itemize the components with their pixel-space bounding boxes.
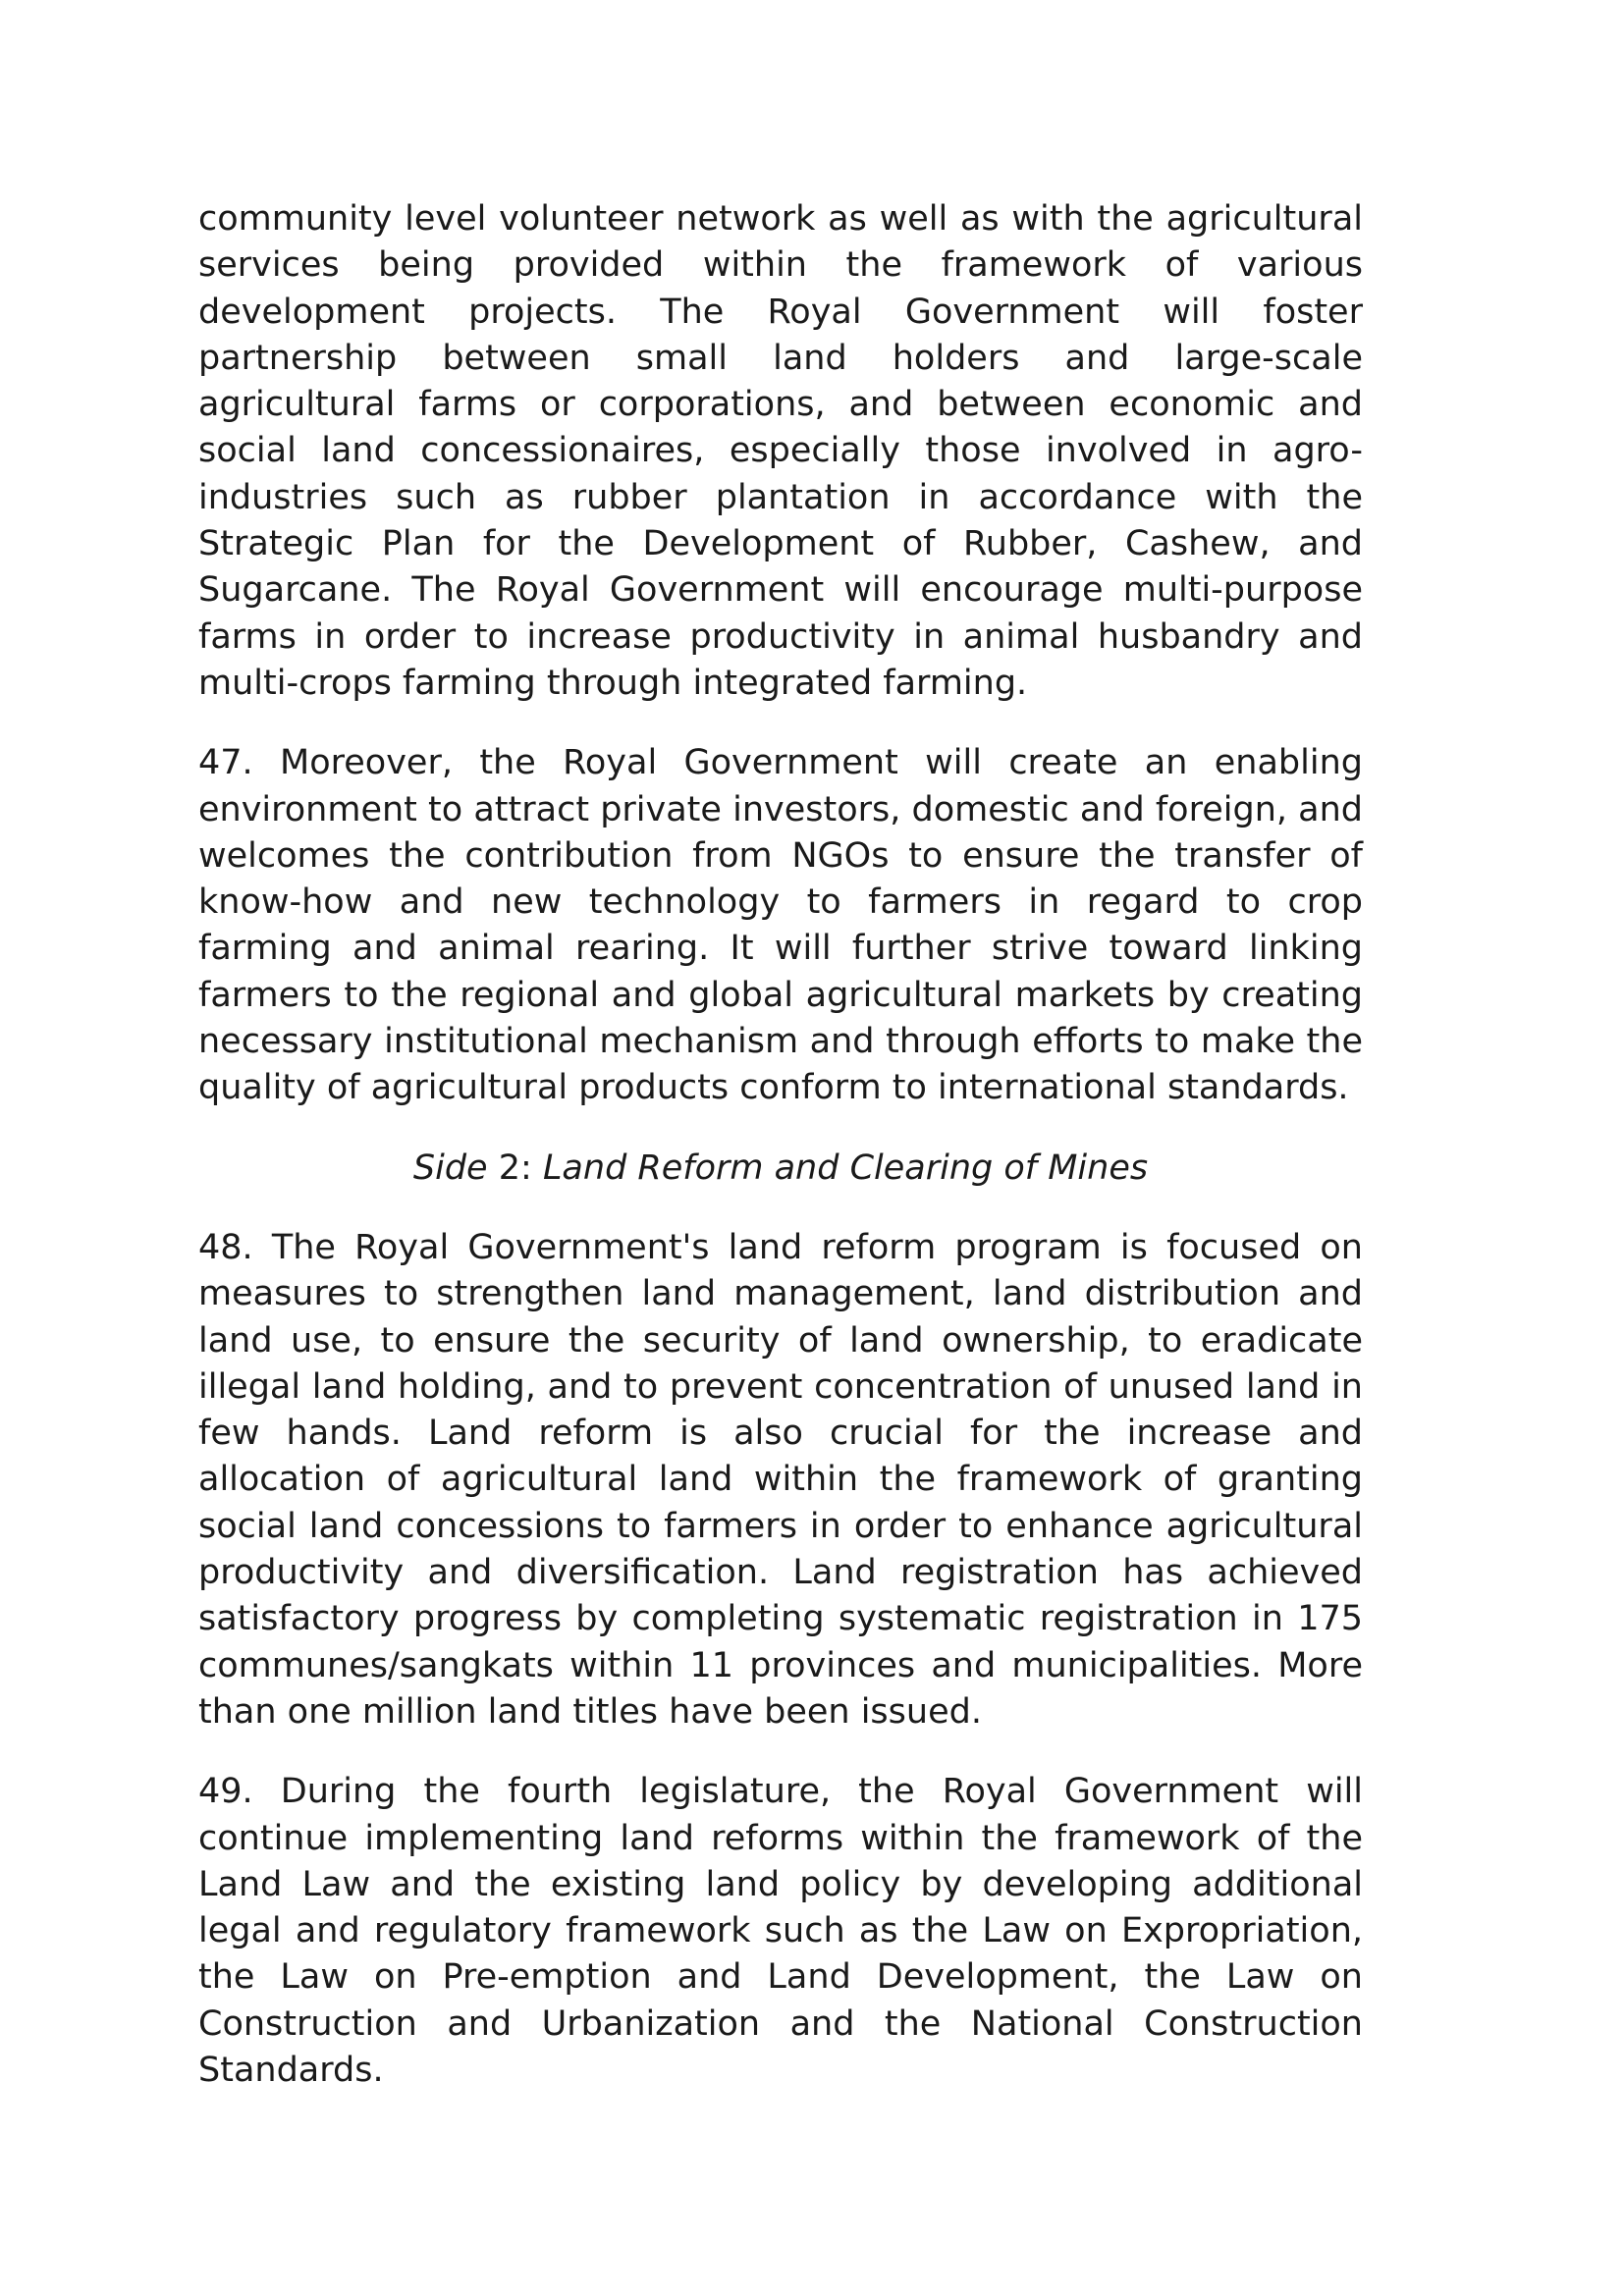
paragraph-continued: community level volunteer network as well as with the agricultural services being provided within the framework of various development projects. The Royal Government will foster partnership between small land holders and large-scale agricultural farms or corporations, and between economic and social land concessionaires, especially those involved in agro-industries such as rubber plantation in accordance with the Strategic Plan for the Development of Rubber, Cashew, and Sugarcane. The Royal Government will encourage multi-purpose farms in order to increase productivity in animal husbandry and multi-crops farming through integrated farming. — [198, 199, 1363, 703]
paragraph-49: 49. During the fourth legislature, the Royal Government will continue implementing land reforms within the framework of the Land Law and the existing land policy by developing additional legal and regulatory framework such as the Law on Expropriation, the Law on Pre-emption and Land Development, the Law on Construction and Urbanization and the National Construction Standards. — [198, 1772, 1363, 2090]
heading-title: Land Reform and Clearing of Mines — [542, 1148, 1149, 1188]
section-heading — [198, 1146, 1363, 1192]
heading-side-number: 2: — [498, 1148, 532, 1188]
document-page — [198, 196, 1363, 2127]
paragraph-47: 47. Moreover, the Royal Government will create an enabling environment to attract private investors, domestic and foreign, and welcomes the contribution from NGOs to ensure the transfer of know-how and new technology to farmers in regard to crop farming and animal rearing. It will further strive toward linking farmers to the regional and global agricultural markets by creating necessary institutional mechanism and through efforts to make the quality of agricultural products conform to international standards. — [198, 743, 1363, 1108]
paragraph-48: 48. The Royal Government's land reform program is focused on measures to strengthen land management, land distribution and land use, to ensure the security of land ownership, to eradicate illegal land holding, and to prevent concentration of unused land in few hands. Land reform is also crucial for the increase and allocation of agricultural land within the framework of granting social land concessions to farmers in order to enhance agricultural productivity and diversification. Land registration has achieved satisfactory progress by completing systematic registration in 175 communes/sangkats within 11 provinces and municipalities. More than one million land titles have been issued. — [198, 1227, 1363, 1732]
heading-side-label: Side — [412, 1148, 488, 1188]
